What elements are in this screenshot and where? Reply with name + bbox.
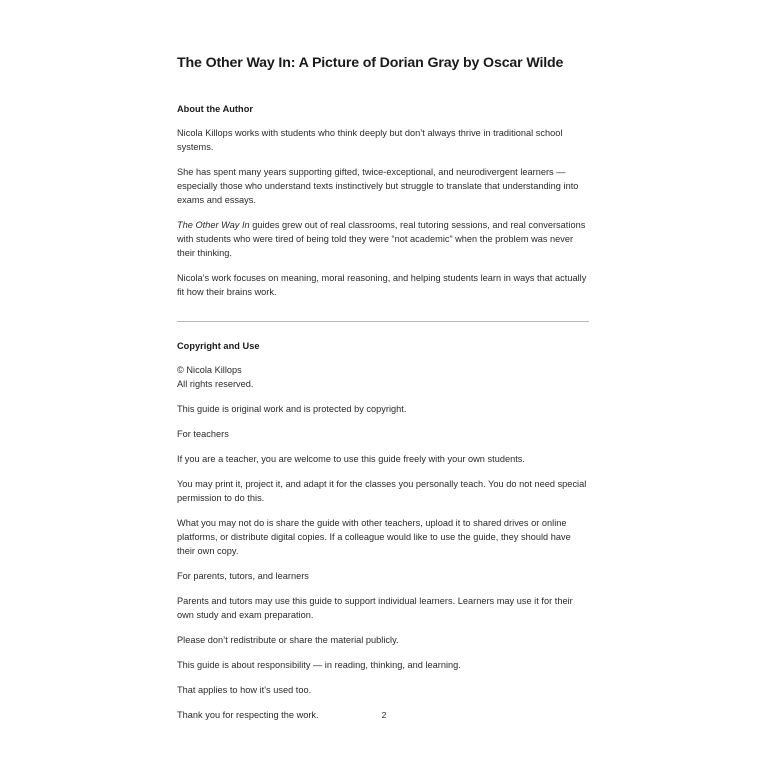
copyright-notice — [177, 364, 589, 392]
italic-guide-title: The Other Way In — [177, 219, 250, 230]
copyright-and-use-heading: Copyright and Use — [177, 340, 260, 351]
about-the-author-heading: About the Author — [177, 104, 253, 115]
about-paragraph-with-italic-title — [177, 219, 589, 261]
for-parents-tutors-learners-label: For parents, tutors, and learners — [177, 570, 309, 581]
rights-reserved-line: All rights reserved. — [177, 378, 254, 389]
section-divider — [177, 321, 589, 322]
page-content — [177, 54, 589, 723]
italic-paragraph-rest: guides grew out of real classrooms, real tutoring sessions, and real conversations with students who were tired of being told they were “not academic” when the problem was never their thinking. — [177, 219, 586, 258]
copyright-paragraph: This guide is about responsibility — in reading, thinking, and learning. — [177, 659, 461, 670]
page-title: The Other Way In: A Picture of Dorian Gray by Oscar Wilde — [177, 55, 564, 71]
copyright-and-use-section — [177, 340, 589, 723]
about-paragraph: Nicola’s work focuses on meaning, moral reasoning, and helping students learn in ways that actually fit how their brains work. — [177, 272, 587, 297]
copyright-line-holder: © Nicola Killops — [177, 364, 242, 375]
copyright-paragraph: That applies to how it's used too. — [177, 684, 312, 695]
copyright-paragraph: Please don’t redistribute or share the material publicly. — [177, 634, 399, 645]
about-paragraph: Nicola Killops works with students who think deeply but don’t always thrive in traditional school systems. — [177, 128, 563, 153]
copyright-paragraph: If you are a teacher, you are welcome to use this guide freely with your own students. — [177, 453, 525, 464]
copyright-paragraph: You may print it, project it, and adapt it for the classes you personally teach. You do not need special permission to do this. — [177, 478, 587, 503]
copyright-paragraph: This guide is original work and is protected by copyright. — [177, 403, 407, 414]
about-paragraph: She has spent many years supporting gifted, twice-exceptional, and neurodivergent learners — especially those who understand texts instinctively but struggle to translate that understanding into exams and essays. — [177, 167, 579, 205]
about-the-author-section — [177, 103, 589, 300]
copyright-paragraph: Parents and tutors may use this guide to support individual learners. Learners may use it for their own study and exam preparation. — [177, 595, 573, 620]
page-number: 2 — [381, 710, 387, 720]
copyright-paragraph: Thank you for respecting the work. — [177, 709, 319, 720]
copyright-paragraph: What you may not do is share the guide with other teachers, upload it to shared drives or online platforms, or distribute digital copies. If a colleague would like to use the guide, they should have their own copy. — [177, 517, 571, 556]
for-teachers-label: For teachers — [177, 428, 229, 439]
